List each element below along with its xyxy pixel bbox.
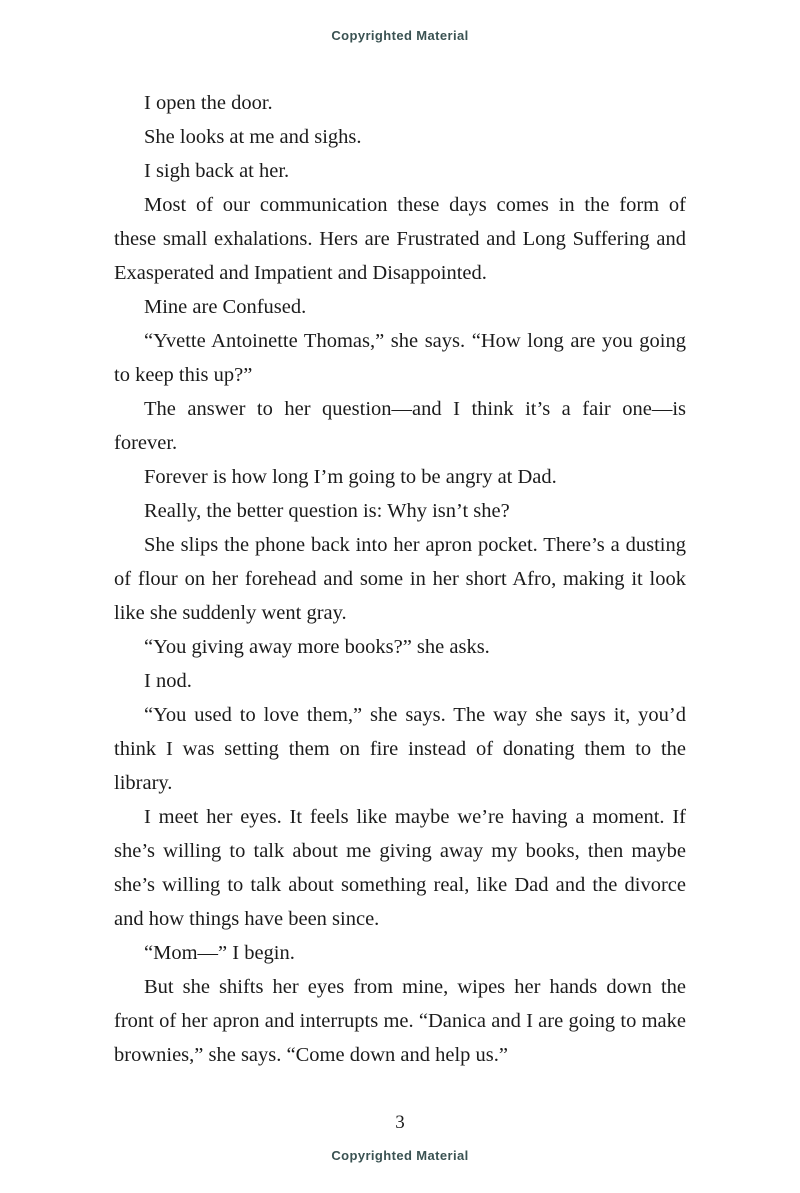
paragraph: Really, the better question is: Why isn’t she? [144,500,510,522]
paragraph: “You used to love them,” she says. The way she says it, you’d think I was setting them on fire instead of donating them to the library. [114,704,686,794]
paragraph: The answer to her question—and I think it’s a fair one—is forever. [114,398,686,454]
paragraph: “Mom—” I begin. [144,942,295,964]
paragraph: I nod. [144,670,192,692]
paragraph: Forever is how long I’m going to be angry at Dad. [144,466,557,488]
paragraph: But she shifts her eyes from mine, wipes her hands down the front of her apron and interrupts me. “Danica and I are going to make brownies,” she says. “Come down and help us.” [114,976,686,1066]
paragraph: She slips the phone back into her apron pocket. There’s a dusting of flour on her forehead and some in her short Afro, making it look like she suddenly went gray. [114,534,686,624]
paragraph: I meet her eyes. It feels like maybe we’re having a moment. If she’s willing to talk about me giving away my books, then maybe she’s willing to talk about something real, like Dad and the divorce and how things have been since. [114,806,686,930]
page-number: 3 [395,1112,405,1133]
paragraph: “You giving away more books?” she asks. [144,636,490,658]
page-body-text [114,86,686,1072]
paragraph: I open the door. [144,92,273,114]
paragraph: Most of our communication these days comes in the form of these small exhalations. Hers are Frustrated and Long Suffering and Exasperated and Impatient and Disappointed. [114,194,686,284]
paragraph: “Yvette Antoinette Thomas,” she says. “How long are you going to keep this up?” [114,330,686,386]
copyright-notice-bottom: Copyrighted Material [331,1148,469,1163]
paragraph: She looks at me and sighs. [144,126,362,148]
paragraph: Mine are Confused. [144,296,307,318]
copyright-notice-top: Copyrighted Material [331,28,469,43]
paragraph: I sigh back at her. [144,160,290,182]
